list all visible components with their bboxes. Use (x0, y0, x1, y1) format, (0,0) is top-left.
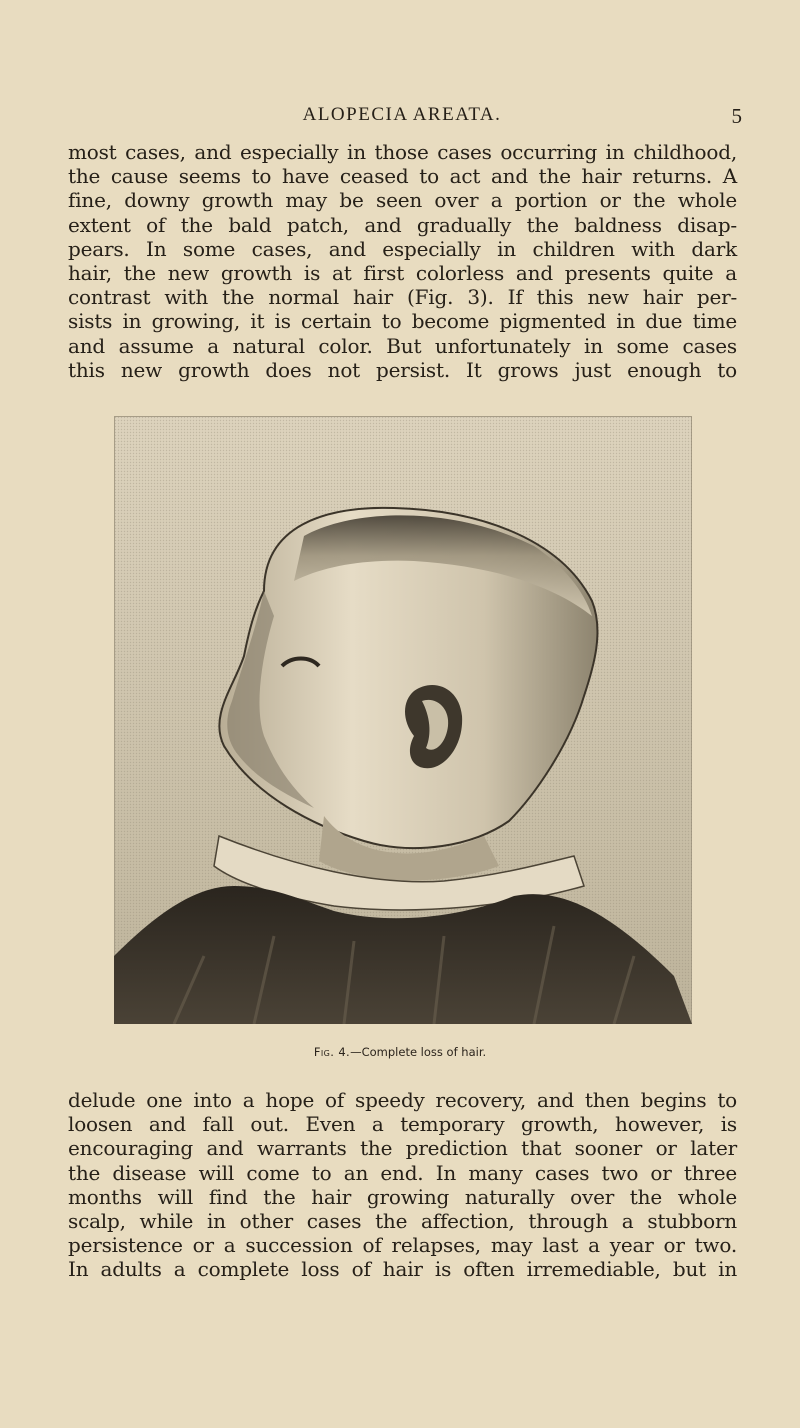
paragraph-before-figure (68, 140, 737, 382)
text-line: loosen and fall out. Even a temporary growth, however, is (68, 1112, 737, 1137)
text-line: months will find the hair growing naturally over the whole (68, 1184, 737, 1209)
text-line: contrast with the normal hair (Fig. 3). If this new hair per- (68, 285, 737, 310)
running-title: ALOPECIA AREATA. (302, 104, 502, 125)
figure-caption-text: —Complete loss of hair. (350, 1045, 487, 1059)
paragraph-after-figure (68, 1088, 737, 1282)
text-line: hair, the new growth is at first colorless and presents quite a (68, 261, 737, 286)
text-line: and assume a natural color. But unfortunately in some cases (68, 333, 737, 358)
text-line: this new growth does not persist. It grows just enough to (68, 357, 737, 382)
figure-label: Fig. 4. (313, 1045, 351, 1059)
text-line: fine, downy growth may be seen over a portion or the whole (68, 188, 737, 213)
text-line: sists in growing, it is certain to become pigmented in due time (68, 309, 737, 334)
text-line: In adults a complete loss of hair is often irremediable, but in (68, 1257, 737, 1282)
text-line: the cause seems to have ceased to act and the hair returns. A (68, 164, 737, 189)
child-portrait-illustration (114, 416, 692, 1024)
text-line: delude one into a hope of speedy recovery, and then begins to (68, 1088, 737, 1112)
page-header (62, 104, 742, 134)
text-line: the disease will come to an end. In many cases two or three (68, 1160, 737, 1185)
figure-photograph (114, 416, 692, 1024)
text-line: persistence or a succession of relapses, may last a year or two. (68, 1233, 737, 1258)
text-line: extent of the bald patch, and gradually the baldness disap- (68, 212, 737, 237)
text-line: encouraging and warrants the prediction that sooner or later (68, 1136, 737, 1161)
page-number: 5 (731, 104, 742, 128)
text-line: pears. In some cases, and especially in children with dark (68, 236, 737, 261)
text-line: scalp, while in other cases the affection, through a stubborn (68, 1209, 737, 1234)
figure-caption (0, 1045, 800, 1059)
text-line: most cases, and especially in those cases occurring in childhood, (68, 140, 737, 164)
